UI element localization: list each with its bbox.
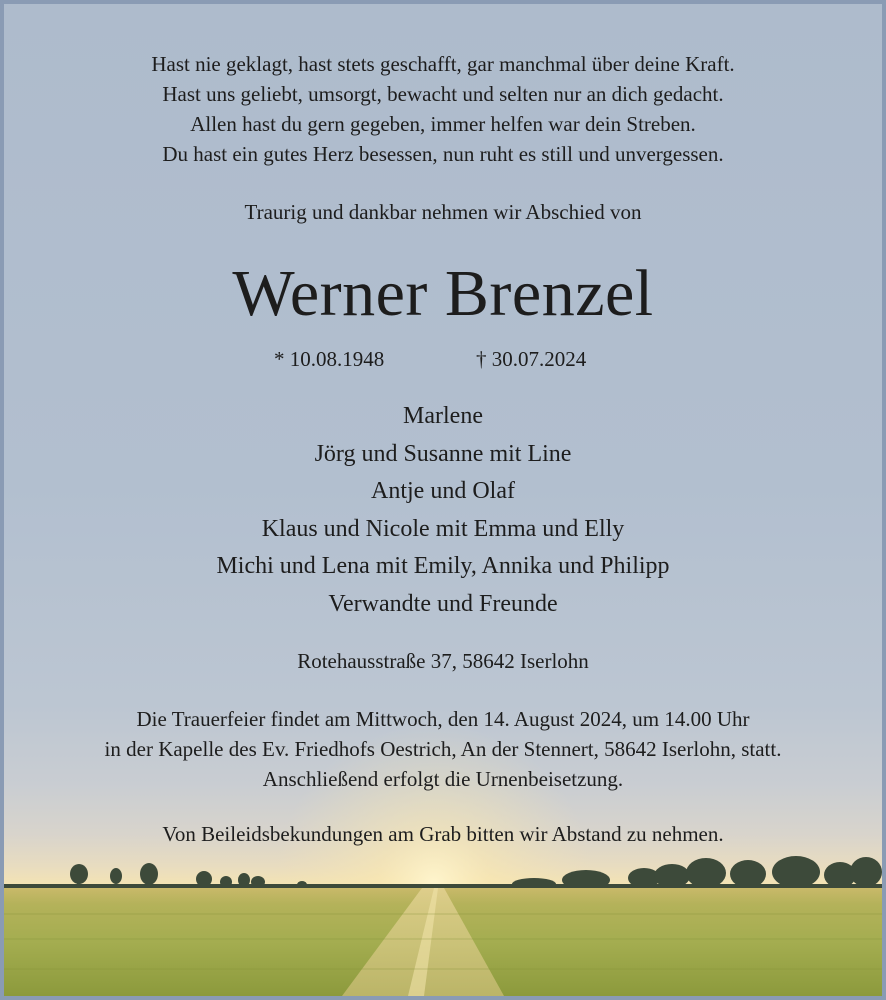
ceremony-line: Anschließend erfolgt die Urnenbeisetzung. xyxy=(262,767,624,791)
farewell-intro: Traurig und dankbar nehmen wir Abschied von xyxy=(244,200,642,224)
mourner-entry: Marlene xyxy=(403,403,483,429)
poem-line: Du hast ein gutes Herz besessen, nun ruht es still und unvergessen. xyxy=(162,142,724,166)
birth-date: * 10.08.1948 xyxy=(274,347,385,371)
ceremony-line: Die Trauerfeier findet am Mittwoch, den 14. August 2024, um 14.00 Uhr xyxy=(136,707,750,731)
mourner-entry: Michi und Lena mit Emily, Annika und Philipp xyxy=(216,553,670,579)
obituary-notice xyxy=(4,4,882,996)
condolence-request: Von Beileidsbekundungen am Grab bitten wir Abstand zu nehmen. xyxy=(162,822,724,846)
death-date: † 30.07.2024 xyxy=(476,347,587,371)
mourner-entry: Klaus und Nicole mit Emma und Elly xyxy=(261,515,625,542)
poem-line: Hast uns geliebt, umsorgt, bewacht und selten nur an dich gedacht. xyxy=(162,82,724,106)
mourner-entry: Antje und Olaf xyxy=(371,478,515,504)
family-address: Rotehausstraße 37, 58642 Iserlohn xyxy=(297,649,589,673)
funeral-details xyxy=(4,704,882,794)
mourners-list xyxy=(4,398,882,623)
mourner-entry: Verwandte und Freunde xyxy=(328,590,558,617)
deceased-name: Werner Brenzel xyxy=(232,257,654,330)
poem-line: Hast nie geklagt, hast stets geschafft, gar manchmal über deine Kraft. xyxy=(151,52,735,76)
ceremony-line: in der Kapelle des Ev. Friedhofs Oestrich, An der Stennert, 58642 Iserlohn, statt. xyxy=(104,737,782,761)
mourner-entry: Jörg und Susanne mit Line xyxy=(314,440,572,467)
memorial-poem xyxy=(4,49,882,169)
poem-line: Allen hast du gern gegeben, immer helfen war dein Streben. xyxy=(190,112,696,136)
